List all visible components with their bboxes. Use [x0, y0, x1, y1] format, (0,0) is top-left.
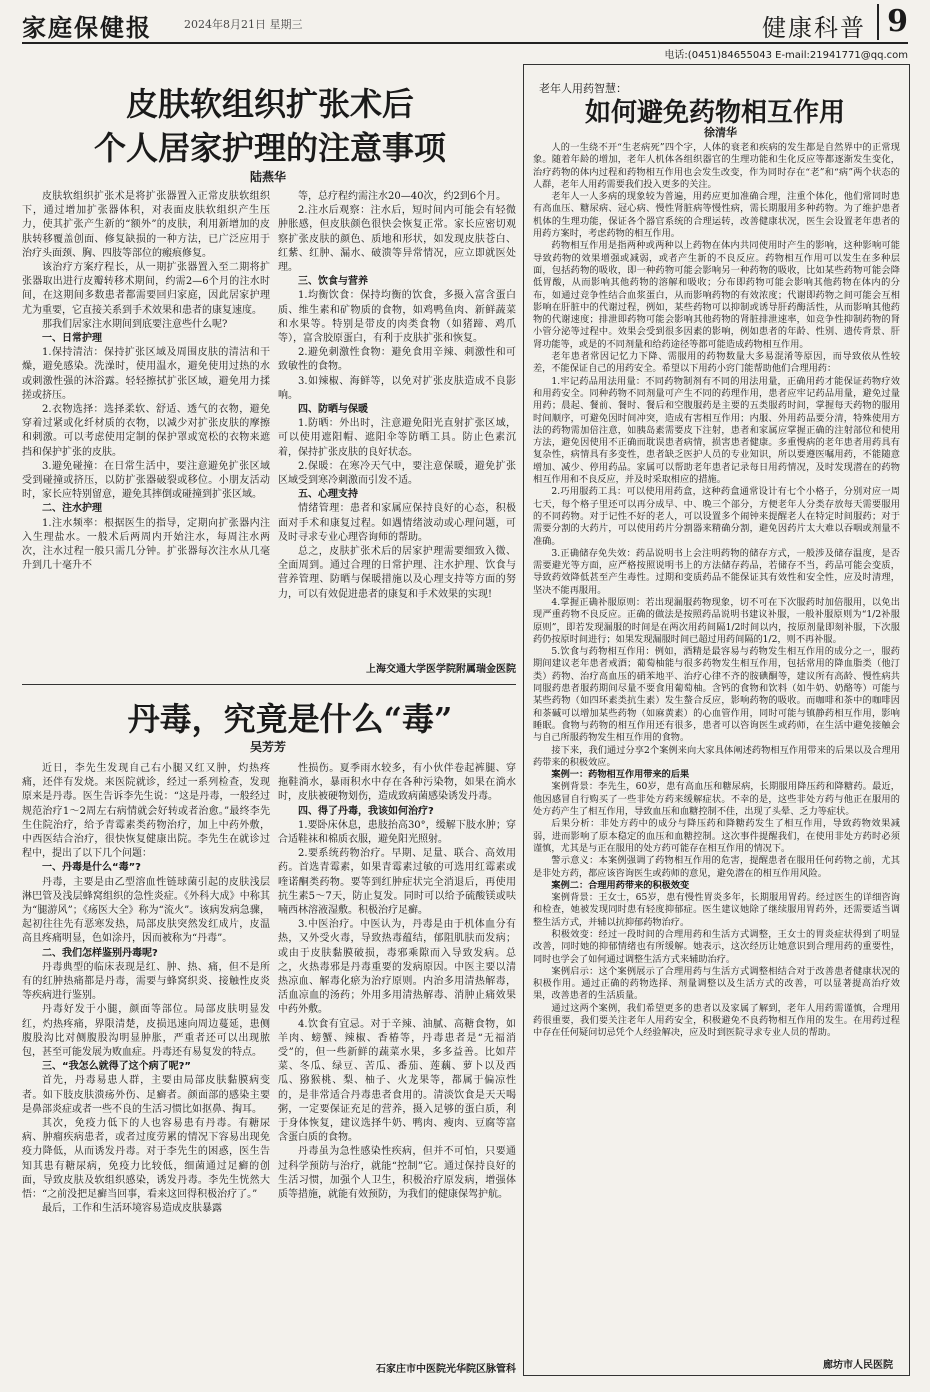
paragraph: 3.避免碰撞：在日常生活中，要注意避免扩张区域受到碰撞或挤压，以防扩张器破裂或移位。小朋友活动时，家长应特别留意，避免其摔倒或碰撞到扩张区域。: [22, 460, 270, 501]
paragraph: 2.巧用服药工具：可以使用用药盒，这种药盒通常设计有七个小格子，分别对应一周七天，每个格子里还可以再分成早、中、晚三个部分，方便老年人分类存放每天需要服用的不同药物。对于记性不好的老人，可以设置多个闹钟来提醒老人在特定时间服药；对于需要分割的大药片，可以使用药片分割器来精确分割，避免因药片太大难以吞咽或剂量不准确。: [533, 486, 900, 547]
newspaper-name: 家庭保健报: [22, 13, 152, 42]
article3-author: 徐清华: [704, 126, 737, 139]
paragraph: 2.注水后观察：注水后，短时间内可能会有轻微肿胀感，但皮肤颜色很快会恢复正常。家长应密切观察扩张皮肤的颜色、质地和形状，如发现皮肤苍白、红紫、红肿、漏水、破溃等异常情况，应立即就医处理。: [278, 205, 516, 274]
paragraph: 近日，李先生发现自己右小腿又红又肿，灼热疼痛，还伴有发烧。来医院就诊，经过一系列检查，发现原来是丹毒。医生告诉李先生说：“这是丹毒，一般经过规范治疗1～2周左右病情就会好转或者治愈。”最终李先生住院治疗，给予青霉素类药物治疗，加上中药外敷，中西医结合治疗，很快恢复健康出院。李先生在就诊过程中，提出了以下几个问题：: [22, 763, 270, 860]
section-heading: 四、得了丹毒，我该如何治疗?: [298, 805, 434, 817]
paragraph: 其次，免疫力低下的人也容易患有丹毒。有糖尿病、肿瘤疾病患者，或者过度劳累的情况下容易出现免疫力降低，从而诱发丹毒。对于李先生的困惑，医生告知其患有糖尿病，免疫力比较低，细菌通过足癣的创面，导致皮肤及软组织感染，诱发丹毒。李先生恍然大悟：“之前没把足癣当回事，看来这回得积极治疗了。”: [22, 1118, 270, 1201]
paragraph: 人的一生绕不开“生老病死”四个字，人体的衰老和疾病的发生都是自然界中的正常现象。随着年龄的增加，老年人机体各组织器官的生理功能和生化反应等都逐渐发生变化，治疗药物的体内过程和药物相互作用也会发生改变，作为同时存在“老”和“病”两个状态的人群，老年人用药需要我们投入更多的关注。: [533, 142, 900, 190]
article1-title-line2: 个人居家护理的注意事项: [93, 129, 446, 167]
section-heading: 案例二：合理用药带来的积极效变: [551, 879, 690, 891]
paragraph: 1.保持清洁：保持扩张区域及周围皮肤的清洁和干燥，避免感染。洗澡时，使用温水，避免使用过热的水或刺激性强的沐浴露。轻轻擦拭扩张区域，避免用力揉搓或挤压。: [22, 347, 270, 401]
paragraph: 2.要系统药物治疗。早期、足量、联合、高效用药。首选青霉素，如果青霉素过敏的可选用红霉素或喹诺酮类药物。要等到红肿症状完全消退后，再使用抗生素5～7天，防止复发。同时可以给予硫酸镁或呋喃西林溶液湿敷。积极治疗足癣。: [278, 848, 516, 917]
paragraph: 首先，丹毒易患人群，主要由局部皮肤黏膜病变者。如下肢皮肤溃疡外伤、足癣者。颜面部的感染主要是鼻部炎症或者一些不良的生活习惯比如抠鼻、掏耳。: [22, 1075, 270, 1115]
section-title: 健康科普: [762, 14, 866, 42]
paragraph: 3.中医治疗。中医认为，丹毒是由于机体血分有热，又外受火毒，导致热毒蕴结，郁阻肌肤而发病；或由于皮肤黏膜破损，毒邪乘隙而入导致发病。总之，火热毒邪是丹毒重要的发病原因。中医主要以清热凉血、解毒化瘀为治疗原则。内治多用清热解毒，活血凉血的汤药；外用多用清热解毒、消肿止痛效果中药外敷。: [278, 919, 516, 1016]
masthead: [22, 4, 908, 42]
paragraph: 接下来，我们通过分享2个案例来向大家具体阐述药物相互作用带来的后果以及合理用药带来的积极效应。: [533, 744, 900, 768]
paragraph: 老年患者常因记忆力下降、需服用的药物数量大多易混淆等原因，而导致依从性较差，不能保证自己的用药安全。希望以下用药小窍门能帮助他们合理用药：: [533, 351, 900, 375]
paragraph: 4.掌握正确补服原则：若出现漏服药物现象，切不可在下次服药时加倍服用，以免出现严重药物不良反应。正确的做法是按照药品说明书建议补服，一般补服原则为“1/2补服原则”，即若发现漏服的时间是在两次用药间隔1/2时间以内，按原剂量即刻补服，下次服药仍按原时间进行；如果发现漏服时间已超过用药间隔的1/2，则不再补服。: [533, 596, 900, 645]
paragraph: 性损伤。夏季雨水较多，有小伙伴卷起裤腿、穿拖鞋淌水，暴雨积水中存在各种污染物，如果在淌水时，皮肤被硬物划伤，造成致病菌感染诱发丹毒。: [278, 763, 516, 803]
section-heading: 四、防晒与保暖: [298, 404, 368, 416]
paragraph: 丹毒，主要是由乙型溶血性链球菌引起的皮肤浅层淋巴管及浅层蜂窝组织的急性炎症。《外科大成》中称其为“腿游风”；《疡医大全》称为“流火”。该病发病急骤，起初往往先有恶寒发热，局部皮肤突然发红成片，皮温高且疼痛明显，色如涂丹，因而被称为“丹毒”。: [22, 876, 270, 945]
section-heading: 三、“我怎么就得了这个病了呢?”: [42, 1061, 191, 1073]
paragraph: 丹毒典型的临床表现是红、肿、热、痛，但不是所有的红肿热痛都是丹毒，需要与蜂窝织炎、接触性皮炎等疾病进行鉴别。: [22, 961, 270, 1002]
section-heading: 三、饮食与营养: [298, 276, 368, 288]
paragraph: 4.饮食有宜忌。对于辛辣、油腻、高糖食物，如羊肉、螃蟹、辣椒、香椿等，丹毒患者是“无福消受”的，但一些新鲜的蔬菜水果，多多益善。比如芹菜、冬瓜、绿豆、苦瓜、番茄、莲藕、萝卜以及西瓜、猕猴桃、梨、柚子、火龙果等，都属于偏凉性的，是非常适合丹毒患者食用的。清淡饮食是天天喝粥，一定要保证充足的营养，摄入足够的蛋白质，利于身体恢复，建议选择牛奶、鸭肉、瘦肉、豆腐等富含蛋白质的食物。: [278, 1018, 516, 1144]
article2-column-2: [278, 762, 516, 1354]
article3-series-tag: 老年人用药智慧：: [539, 82, 627, 95]
article2-affiliation: 石家庄市中医院光华院区脉管科: [376, 1364, 516, 1375]
contact-info: 电话:(0451)84655043 E-mail:21941771@qq.com: [664, 50, 908, 61]
paragraph: 积极效变：经过一段时间的合理用药和生活方式调整，王女士的胃炎症状得到了明显改善，同时她的抑郁情绪也有所缓解。她表示，这次经历让她意识到合理用药的重要性，同时也学会了如何通过调整生活方式来辅助治疗。: [533, 929, 900, 965]
paragraph: 通过这两个案例，我们希望更多的患者以及家属了解到，老年人用药需谨慎，合理用药很重要，我们要关注老年人用药安全，积极避免不良药物相互作用的发生。在用药过程中存在任何疑问切忌凭个人经验解决，应及时到医院寻求专业人员的帮助。: [533, 1002, 900, 1039]
paragraph: 总之，皮肤扩张术后的居家护理需要细致入微、全面周到。通过合理的日常护理、注水护理、饮食与营养管理、防晒与保暖措施以及心理支持等方面的努力，可以有效促进患者的康复和手术效果的实现!: [278, 546, 516, 600]
paragraph: 3.如辣椒、海鲜等，以免对扩张皮肤造成不良影响。: [278, 375, 516, 401]
article1-affiliation: 上海交通大学医学院附属瑞金医院: [366, 664, 516, 675]
paragraph: 案例背景：王女士，65岁，患有慢性胃炎多年，长期服用胃药。经过医生的详细咨询和检查，她被发现同时患有轻度抑郁症。医生建议她除了继续服用胃药外，还需要适当调整生活方式，并辅以抗抑郁药物治疗。: [533, 892, 900, 928]
article1-author: 陆燕华: [250, 170, 287, 184]
article-divider: [22, 684, 516, 685]
paragraph: 皮肤软组织扩张术是将扩张器置入正常皮肤软组织下，通过增加扩张器体积，对表面皮肤软组织产生压力，使其扩张产生新的“额外”的皮肤，利用新增加的皮肤转移覆盖创面、修复缺损的一种方法，已广泛应用于治疗头面颈、胸、四肢等部位的瘢痕修复。: [22, 191, 270, 259]
paragraph: 警示意义：本案例强调了药物相互作用的危害，提醒患者在服用任何药物之前，尤其是非处方药，都应该咨询医生或药师的意见，避免潜在的相互作用风险。: [533, 855, 900, 879]
paragraph: 1.要卧床休息，患肢抬高30°，缓解下肢水肿；穿合适鞋袜和棉质衣服，避免阳光照射。: [278, 819, 516, 846]
paragraph: 该治疗方案疗程长，从一期扩张器置入至二期将扩张器取出进行皮瓣转移术期间，约需2—6个月的注水时间，在这期间多数患者都需要回归家庭，因此居家护理尤为重要，它直接关系到手术效果和患者的康复速度。: [22, 262, 270, 316]
article3-body: [533, 142, 900, 1352]
section-heading: 一、丹毒是什么“毒”?: [42, 862, 141, 874]
page-number: 9: [877, 4, 908, 40]
paragraph: 2.避免刺激性食物：避免食用辛辣、刺激性和可致敏性的食物。: [278, 347, 516, 373]
paragraph: 5.饮食与药物相互作用：例如，酒精是最容易与药物发生相互作用的成分之一，服药期间建议老年患者戒酒；葡萄柚能与很多药物发生相互作用，包括常用的降血脂类（他汀类）药物、治疗高血压的硝苯地平、治疗心律不齐的胺碘酮等，建议所有高龄、慢性病共同服药患者服药期间尽量不要食用葡萄柚。含钙的食物和饮料（如牛奶、奶酪等）可能与某些药物（如四环素类抗生素）发生螯合反应，影响药物的吸收。而咖啡和茶中的咖啡因和茶碱可以增加某些药物（如麻黄素）的心血管作用，同时可能与镇静药相互作用，影响睡眠。食物与药物的相互作用还有很多，患者可以咨询医生或药师，在生活中避免接触会与自己所服药物发生相互作用的食物。: [533, 646, 900, 744]
paragraph: 案例启示：这个案例展示了合理用药与生活方式调整相结合对于改善患者健康状况的积极作用。通过正确的药物选择、剂量调整以及生活方式的改善，可以显著提高治疗效果，改善患者的生活质量。: [533, 965, 900, 1002]
paragraph: 3.正确储存免失效：药品说明书上会注明药物的储存方式，一般涉及储存温度，是否需要避光等方面，应严格按照说明书上的方法储存药品，若储存不当，药品可能会变质，导致药效降低甚至产生毒性。过期和变质药品不能保证其有效性和安全性，应及时清理，坚决不能再服用。: [533, 547, 900, 596]
paragraph: 药物相互作用是指两种或两种以上药物在体内共同使用时产生的影响，这种影响可能导致药物的效果增强或减弱，或者产生新的不良反应。药物相互作用可以发生在多种层面，包括药物的吸收，即一种药物可能会影响另一种药物的吸收，比如某些药物可能会降低胃酸，从而影响其他药物的溶解和吸收；分布即药物可能会影响其他药物在体内的分布，如通过竞争性结合血浆蛋白，从而影响药物的有效浓度；代谢即药物之间可能会互相影响在肝脏中的代谢过程，例如，某些药物可以抑制或诱导肝药酶活性，从而影响其他药物的代谢速度；排泄即药物可能会影响其他药物的肾脏排泄速率，如竞争性抑制药物的肾小管分泌等过程中。效果会受到很多因素的影响，例如患者的年龄、性别、遗传背景、肝肾功能等，或是的不同剂量和给药途径等都可能造成药物相互作用。: [533, 240, 900, 350]
article1-title-line1: 皮肤软组织扩张术后: [125, 85, 414, 123]
article3-affiliation: 廊坊市人民医院: [823, 1360, 893, 1371]
article2-column-1: [22, 762, 270, 1374]
article1-column-2: [278, 190, 516, 650]
paragraph: 等，总疗程约需注水20—40次，约2到6个月。: [298, 191, 507, 202]
issue-date: 2024年8月21日 星期三: [184, 18, 303, 31]
article1-title: [60, 82, 480, 170]
section-heading: 二、我们怎样鉴别丹毒呢?: [42, 947, 158, 959]
article2-title: 丹毒，究竟是什么“毒”: [127, 700, 453, 738]
paragraph: 案例背景：李先生，60岁，患有高血压和糖尿病，长期服用降压药和降糖药。最近，他因感冒自行购买了一些非处方药来缓解症状。不幸的是，这些非处方药与他正在服用的处方药产生了相互作用，导致血压和血糖控制不佳，出现了头晕、乏力等症状。: [533, 781, 900, 818]
paragraph: 丹毒好发于小腿，颜面等部位。局部皮肤明显发红，灼热疼痛，界限清楚，皮损迅速向周边蔓延，患侧腹股沟比对侧腹股沟明显肿胀，严重者还可以出现脓包，甚至可能发展为败血症。丹毒还有易复发的特点。: [22, 1004, 270, 1059]
paragraph: 2.保暖：在寒冷天气中，要注意保暖，避免扩张区域受到寒冷刺激而引发不适。: [278, 460, 516, 487]
article1-column-1: [22, 190, 270, 678]
section-heading: 一、日常护理: [42, 333, 102, 345]
article2-author: 吴芳芳: [250, 740, 287, 754]
paragraph: 后果分析：非处方药中的成分与降压药和降糖药发生了相互作用，导致药物效果减弱，进而影响了原本稳定的血压和血糖控制。这次事件提醒我们，在使用非处方药时必须谨慎，尤其是与正在服用的处方药可能存在相互作用的情况下。: [533, 818, 900, 854]
paragraph: 2.衣物选择：选择柔软、舒适、透气的衣物，避免穿着过紧或化纤材质的衣物，以减少对扩张皮肤的摩擦和刺激。可以考虑使用定制的保护罩或宽松的衣物来遮挡和保护扩张的皮肤。: [22, 404, 270, 458]
paragraph: 老年人一人多病的现象较为普遍，用药应更加准确合理，注重个体化，他们常同时患有高血压、糖尿病、冠心病、慢性肾脏病等慢性病，需长期服用多种药物。为了维护患者机体的生理功能，保证各个器官系统的合理运转，改善健康状况，医生会设置老年患者的用药方案时，考虑药物的相互作用。: [533, 191, 900, 240]
paragraph: 1.防晒：外出时，注意避免阳光直射扩张区域，可以使用遮阳帽、遮阳伞等防晒工具。防止色素沉着，保持扩张皮肤的良好状态。: [278, 418, 516, 458]
masthead-rule: [22, 42, 908, 44]
article3-title: 如何避免药物相互作用: [584, 98, 845, 128]
paragraph: 1.均衡饮食：保持均衡的饮食，多摄入富含蛋白质、维生素和矿物质的食物，如鸡鸭鱼肉、新鲜蔬菜和水果等。特别是带皮的肉类食物（如猪蹄、鸡爪等），富含胶原蛋白，有利于皮肤扩张和恢复。: [278, 290, 516, 345]
section-heading: 案例一：药物相互作用带来的后果: [551, 769, 690, 781]
paragraph: 丹毒虽为急性感染性疾病，但并不可怕，只要通过科学预防与治疗，就能“控制”它。通过保持良好的生活习惯，加强个人卫生，积极治疗原发病，增强体质等措施，就能有效预防，为我们的健康保驾护航。: [278, 1146, 516, 1201]
paragraph: 最后，工作和生活环境容易造成皮肤暴露: [42, 1203, 222, 1215]
paragraph: 那我们居家注水期间到底要注意些什么呢?: [42, 318, 228, 330]
section-heading: 五、心理支持: [298, 489, 358, 501]
paragraph: 1.牢记药品用法用量：不同药物制剂有不同的用法用量，正确用药才能保证药物疗效和用药安全。同种药物不同剂量可产生不同的药理作用，患者应牢记药品用量，避免过量用药；晨起、餐前、餐时、餐后和空腹服药是主要的五类服药时间，掌握每天药物的服用时间顺序，可避免因时间冲突，造成有害相互作用；内服、外用药品要分清，特殊使用方法的药物需加倍注意，如胰岛素需要皮下注射，患者和家属应掌握正确的注射部位和使用方法，避免因使用不正确而耽误患者病情，损害患者健康。多重慢病的老年患者用药具有复杂性，病情具有多变性，患者缺乏医护人员的专业知识，所以要遵医嘱用药，不能随意增加、减少、停用药品。家属可以帮助老年患者记录每日用药情况，及时发现潜在的药物相互作用和不良反应，并及时采取相应的措施。: [533, 375, 900, 486]
paragraph: 1.注水频率：根据医生的指导，定期向扩张器内注入生理盐水。一般术后两周内开始注水，每周注水两次，注水过程一般只需几分钟。扩张器每次注水从几毫升到几十毫升不: [22, 517, 270, 572]
paragraph: 情绪管理：患者和家属应保持良好的心态，积极面对手术和康复过程。如遇情绪波动或心理问题，可及时寻求专业心理咨询师的帮助。: [278, 503, 516, 543]
section-heading: 二、注水护理: [42, 503, 102, 515]
